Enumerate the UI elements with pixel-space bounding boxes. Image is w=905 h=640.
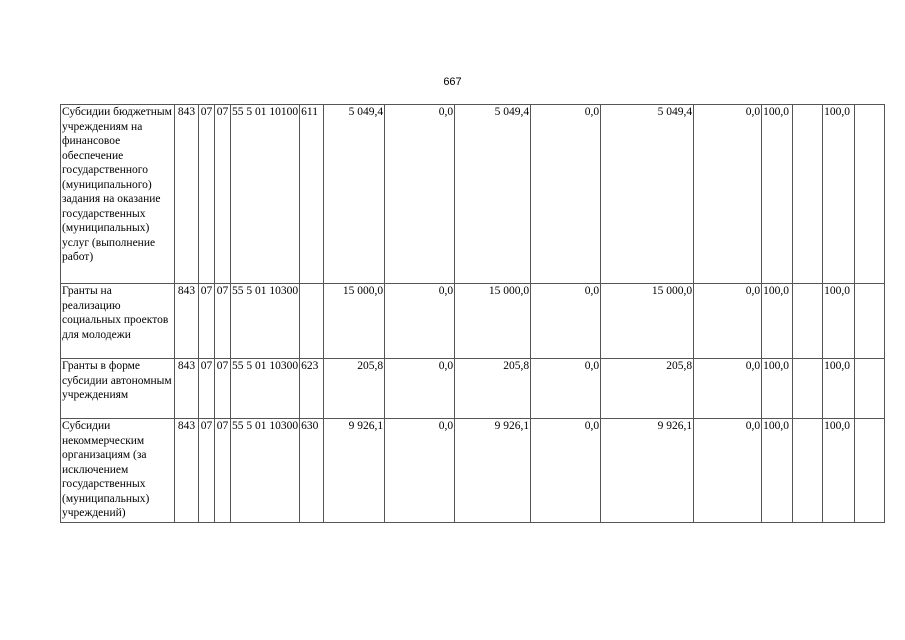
subsection-code: 07 <box>215 284 231 359</box>
budget-table <box>60 104 885 523</box>
approved-amount: 205,8 <box>324 359 385 419</box>
expense-type-code <box>300 284 324 359</box>
ministry-code: 843 <box>175 105 199 284</box>
execution-percent: 100,0 <box>762 105 793 284</box>
empty-cell <box>793 105 823 284</box>
deviation-amount: 0,0 <box>694 359 762 419</box>
refined-amount: 5 049,4 <box>455 105 531 284</box>
refined-amount: 9 926,1 <box>455 419 531 523</box>
executed-amount: 15 000,0 <box>601 284 694 359</box>
execution-percent: 100,0 <box>762 359 793 419</box>
execution-percent-2: 100,0 <box>823 419 855 523</box>
execution-percent-2: 100,0 <box>823 105 855 284</box>
row-name: Субсидии некоммерческим организациям (за исключением государственных (муниципальных) учреждений) <box>61 419 175 523</box>
approved-amount: 15 000,0 <box>324 284 385 359</box>
section-code: 07 <box>199 284 215 359</box>
executed-amount: 5 049,4 <box>601 105 694 284</box>
target-article: 55 5 01 10300 <box>231 419 300 523</box>
approved-amount: 5 049,4 <box>324 105 385 284</box>
empty-cell <box>793 419 823 523</box>
target-article: 55 5 01 10100 <box>231 105 300 284</box>
change2-amount: 0,0 <box>531 359 601 419</box>
row-name: Гранты на реализацию социальных проектов для молодежи <box>61 284 175 359</box>
refined-amount: 205,8 <box>455 359 531 419</box>
change-amount: 0,0 <box>385 284 455 359</box>
empty-cell <box>793 359 823 419</box>
table-row <box>61 359 885 419</box>
section-code: 07 <box>199 419 215 523</box>
target-article: 55 5 01 10300 <box>231 284 300 359</box>
row-name: Гранты в форме субсидии автономным учреждениям <box>61 359 175 419</box>
approved-amount: 9 926,1 <box>324 419 385 523</box>
table-row <box>61 105 885 284</box>
table-row <box>61 284 885 359</box>
executed-amount: 205,8 <box>601 359 694 419</box>
change-amount: 0,0 <box>385 105 455 284</box>
change2-amount: 0,0 <box>531 105 601 284</box>
ministry-code: 843 <box>175 419 199 523</box>
ministry-code: 843 <box>175 359 199 419</box>
executed-amount: 9 926,1 <box>601 419 694 523</box>
deviation-amount: 0,0 <box>694 419 762 523</box>
ministry-code: 843 <box>175 284 199 359</box>
change-amount: 0,0 <box>385 419 455 523</box>
section-code: 07 <box>199 105 215 284</box>
expense-type-code: 623 <box>300 359 324 419</box>
expense-type-code: 611 <box>300 105 324 284</box>
page-number: 667 <box>443 76 462 88</box>
execution-percent: 100,0 <box>762 284 793 359</box>
change2-amount: 0,0 <box>531 419 601 523</box>
refined-amount: 15 000,0 <box>455 284 531 359</box>
change2-amount: 0,0 <box>531 284 601 359</box>
expense-type-code: 630 <box>300 419 324 523</box>
execution-percent-2: 100,0 <box>823 359 855 419</box>
row-name: Субсидии бюджетным учреждениям на финансовое обеспечение государственного (муниципального) задания на оказание государственных (муниципальных) услуг (выполнение работ) <box>61 105 175 284</box>
deviation-amount: 0,0 <box>694 284 762 359</box>
empty-cell <box>855 284 885 359</box>
subsection-code: 07 <box>215 105 231 284</box>
deviation-amount: 0,0 <box>694 105 762 284</box>
subsection-code: 07 <box>215 419 231 523</box>
empty-cell <box>855 105 885 284</box>
execution-percent: 100,0 <box>762 419 793 523</box>
empty-cell <box>793 284 823 359</box>
subsection-code: 07 <box>215 359 231 419</box>
target-article: 55 5 01 10300 <box>231 359 300 419</box>
change-amount: 0,0 <box>385 359 455 419</box>
empty-cell <box>855 359 885 419</box>
table-row <box>61 419 885 523</box>
section-code: 07 <box>199 359 215 419</box>
empty-cell <box>855 419 885 523</box>
execution-percent-2: 100,0 <box>823 284 855 359</box>
